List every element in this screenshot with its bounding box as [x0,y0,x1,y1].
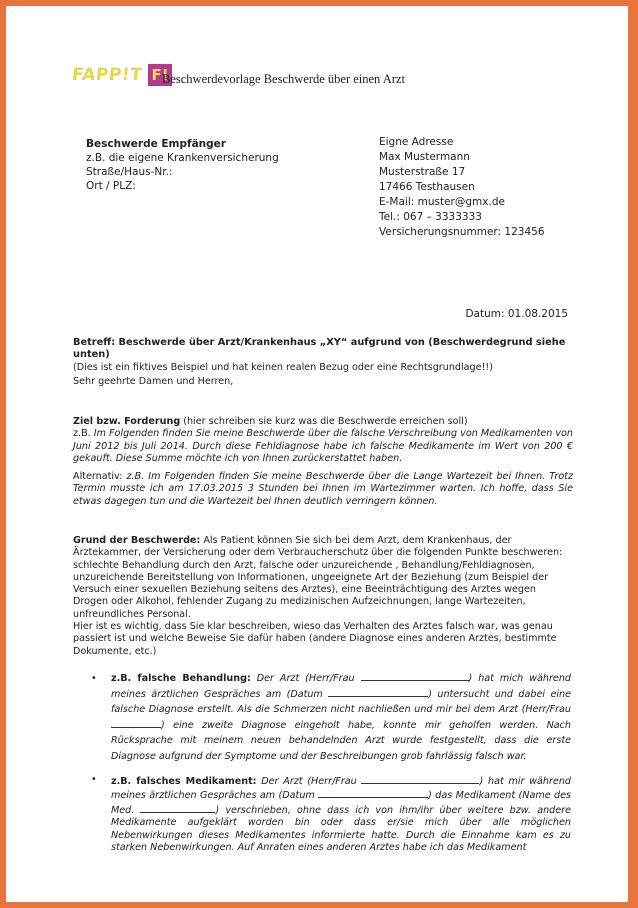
name-blank[interactable] [111,718,161,728]
goal-text: Im Folgenden finden Sie meine Beschwerde über die falsche Verschreibung von Medikamenten von Juni 2012 bis Juli 2014. Durch diese Fehldiagnose habe ich falsche Medikamente im Wert von 200 € gekauft. Diese Summe möchte ich von Ihnen zurückerstattet haben. [73,428,573,464]
letter-date: Datum: 01.08.2015 [465,308,568,320]
bullet-text: ) das Medikament (Name des Med. [111,790,571,816]
bullet-icon: • [91,673,97,684]
bullet-icon: • [91,774,97,785]
list-item [91,774,571,854]
date-blank[interactable] [318,788,428,798]
salutation: Sehr geehrte Damen und Herren, [73,375,234,387]
sender-line: 17466 Testhausen [379,181,475,193]
sender-line: Musterstraße 17 [379,166,466,178]
medication-blank[interactable] [140,803,215,813]
bullet-label: z.B. falsche Behandlung: [111,673,251,684]
sender-heading: Eigne Adresse [379,136,454,148]
disclaimer-note: (Dies ist ein fiktives Beispiel und hat keinen realen Bezug oder eine Rechtsgrundlage!!) [73,362,493,373]
reason-section [73,535,573,658]
list-item [91,671,571,765]
goal-hint: (hier schreiben sie kurz was die Beschwerde erreichen soll) [180,416,468,427]
bullet-text: ) hat mir während meines ärztlichen Gespräches am (Datum [111,776,572,802]
reason-label: Grund der Beschwerde: [73,535,201,546]
subject-line: Betreff: Beschwerde über Arzt/Krankenhaus „XY“ aufgrund von (Beschwerdegrund siehe unten) [73,337,566,361]
bullet-text: Der Arzt (Herr/Frau [256,776,362,787]
recipient-address [86,137,279,193]
sender-line: E-Mail: muster@gmx.de [379,196,505,208]
example-list [91,774,571,854]
bullet-text: ) hat mich während meines ärztlichen Gespräches am (Datum [111,673,571,700]
sender-line: Versicherungsnummer: 123456 [379,226,545,238]
name-blank[interactable] [361,671,469,681]
sender-line: Max Mustermann [379,151,470,163]
intro-block [73,361,573,388]
recipient-line: z.B. die eigene Krankenversicherung [86,152,279,164]
document-title: Beschwerdevorlage Beschwerde über einen Arzt [162,72,405,86]
example-list [91,671,571,765]
reason-guidance: Hier ist es wichtig, dass Sie klar beschreiben, wieso das Verhalten des Arztes falsch war, was genau passiert ist und welche Beweise Sie dafür haben (andere Diagnose eines anderen Arztes, bestimmte Dokumente, etc.) [73,621,557,657]
recipient-line: Straße/Haus-Nr.: [86,166,173,178]
document-page [6,6,628,902]
goal-prefix: z.B. [73,428,94,440]
logo-mark-icon: F! [148,64,172,86]
goal-section [73,416,573,465]
bullet-label: z.B. falsches Medikament: [111,776,257,787]
recipient-heading: Beschwerde Empfänger [86,138,226,150]
bullet-text: ) untersucht und dabei eine falsche Diagnose erstellt. Als die Schmerzen nicht nachließen und mir bei dem Arzt (Herr/Frau [111,688,572,716]
alternative-prefix: Alternativ: [73,471,127,482]
recipient-line: Ort / PLZ: [86,180,136,192]
bullet-text: ) verschrieben, ohne dass ich von ihm/ihr über weitere bzw. andere Medikamente aufgeklärt worden bin oder dass er/sie mich über alle möglichen Nebenwirkungen dieses Medikamentes informierte hatte. Durch die Einnahme kam es zu starken Nebenwirkungen. Auf Anraten eines anderen Arztes habe ich das Medikament [111,804,571,854]
bullet-text: Der Arzt (Herr/Frau [250,673,361,684]
bullet-text: ) eine zweite Diagnose eingeholt habe, konnte mir geholfen werden. Nach Rücksprache mit meinem neuen behandelnden Arzt wurde festgestellt, dass die erste Diagnose aufgrund der Symptome und der Beschreibungen grob fahrlässig falsch war. [111,719,571,762]
logo-wordmark: FAPP!T [70,65,144,85]
goal-label: Ziel bzw. Forderung [73,416,181,427]
date-blank[interactable] [328,687,428,697]
sender-address [379,135,545,240]
alternative-text: z.B. Im Folgenden finden Sie meine Beschwerde über die Lange Wartezeit bei Ihnen. Trotz Termin musste ich am 17.03.2015 3 Stunden bei Ihnen im Wartezimmer warten. Ich hoffe, dass Sie etwas dagegen tun und die Wartezeit bei Ihnen deutlich verringern können. [73,471,573,507]
brand-logo [72,64,172,86]
sender-line: Tel.: 067 – 3333333 [379,211,482,223]
name-blank[interactable] [361,774,479,784]
alternative-section [73,471,573,508]
reason-text: Als Patient können Sie sich bei dem Arzt, dem Krankenhaus, der Ärztekammer, der Versicherung oder dem Verbraucherschutz über die folgenden Punkte beschweren: schlechte Behandlung durch den Arzt, falsche oder unzureichende , Behandlung/Fehldiagnosen, unzureichende Bereitstellung von Informationen, ungeeignete Art der Beziehung (zum Beispiel der Versuch einer sexuellen Beziehung seitens des Arztes), eine Beeinträchtigung des Arztes wegen Drogen oder Alkohol, fehlender Zugang zu medizinischen Aufzeichnungen, lange Wartezeiten, unfreundliches Personal. [73,535,563,620]
